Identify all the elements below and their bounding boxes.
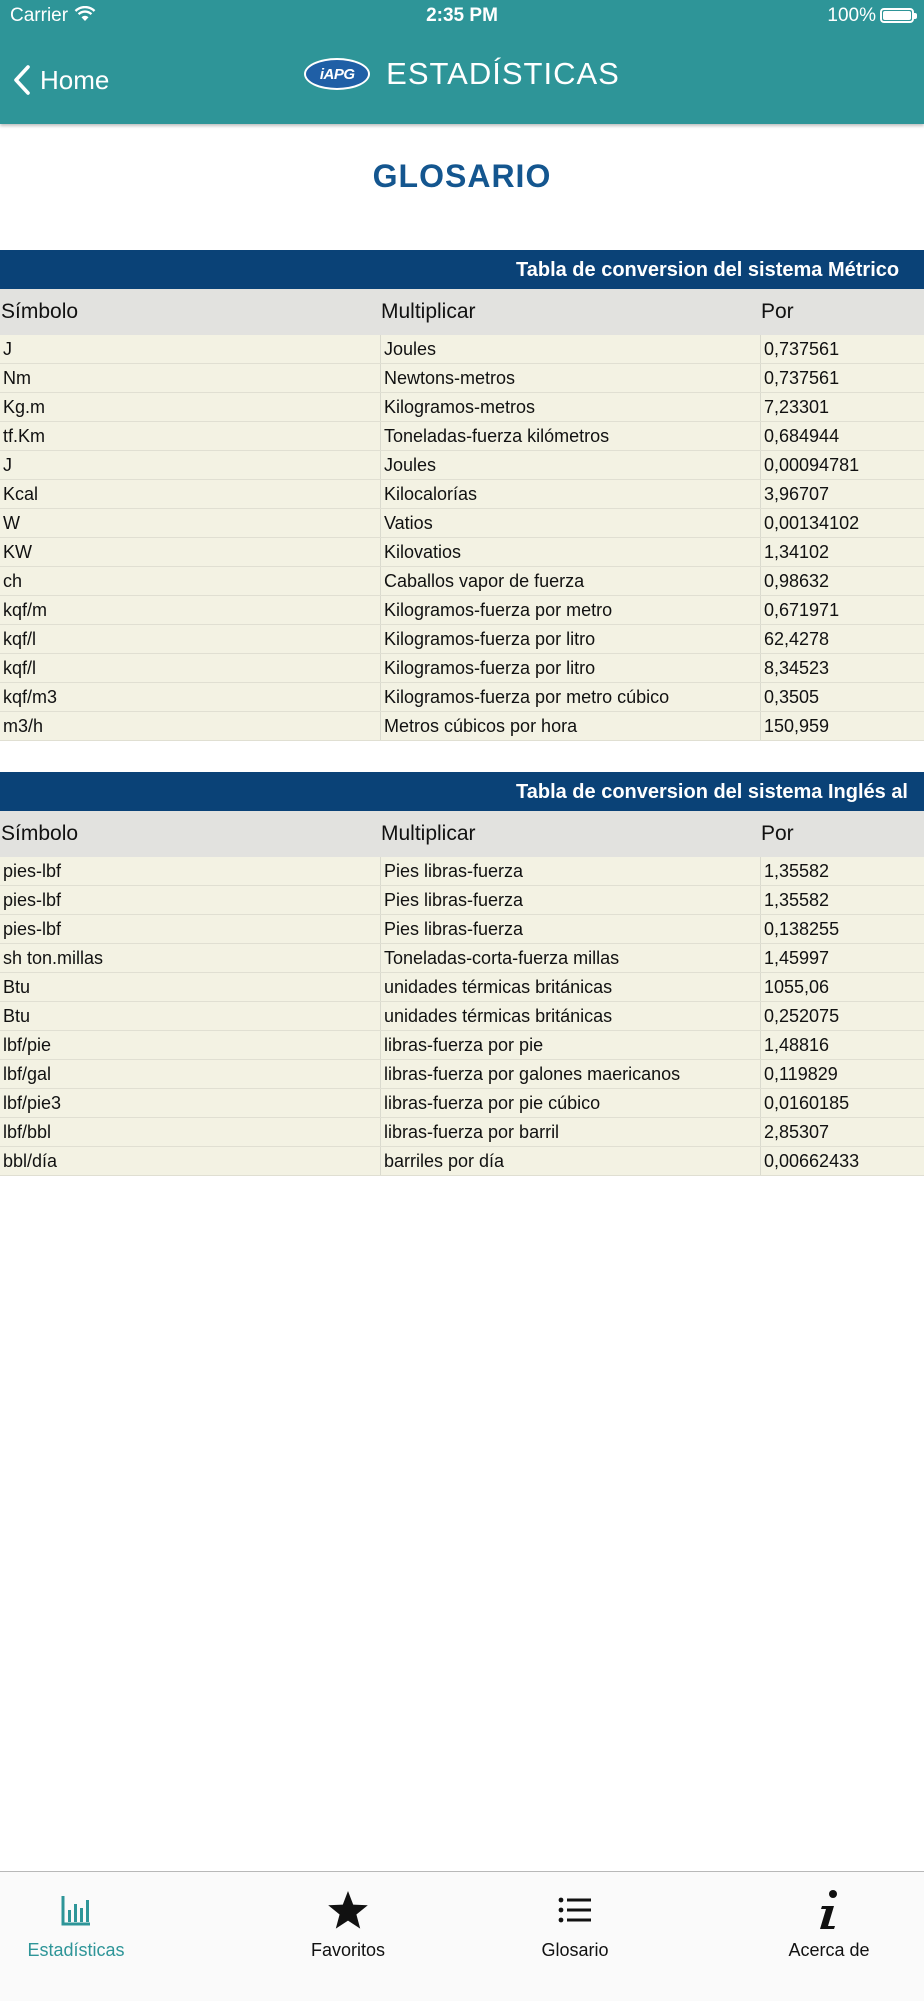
column-divider [380, 915, 381, 943]
cell-simbolo: lbf/pie3 [3, 1093, 62, 1113]
cell-multiplicar: Toneladas-fuerza kilómetros [384, 426, 610, 446]
table-body [0, 857, 924, 1176]
header-por: Por [761, 300, 794, 323]
cell-por: 0,737561 [764, 339, 840, 359]
cell-por: 0,00094781 [764, 455, 860, 475]
table-row [0, 422, 924, 451]
cell-simbolo: m3/h [3, 716, 44, 736]
cell-multiplicar: unidades térmicas británicas [384, 1006, 613, 1026]
table-body [0, 335, 924, 741]
cell-por: 150,959 [764, 716, 830, 736]
cell-por: 0,119829 [764, 1064, 838, 1084]
cell-por: 0,00134102 [764, 513, 860, 533]
cell-simbolo: lbf/bbl [3, 1122, 52, 1142]
tab-label: Estadísticas [27, 1940, 125, 1960]
cell-por: 0,671971 [764, 600, 840, 620]
table-header [0, 811, 924, 857]
cell-multiplicar: Vatios [384, 513, 433, 533]
cell-simbolo: sh ton.millas [3, 948, 104, 968]
column-divider [380, 886, 381, 914]
header-simbolo: Símbolo [1, 822, 79, 845]
column-divider [760, 567, 761, 595]
cell-multiplicar: Kilogramos-fuerza por metro cúbico [384, 687, 670, 707]
cell-por: 1,45997 [764, 948, 830, 968]
column-divider [380, 364, 381, 392]
cell-por: 8,34523 [764, 658, 830, 678]
cell-por: 0,0160185 [764, 1093, 850, 1113]
clock: 2:35 PM [426, 5, 498, 26]
nav-title-text: ESTADÍSTICAS [386, 56, 620, 91]
cell-simbolo: kqf/l [3, 629, 37, 649]
table-row [0, 596, 924, 625]
cell-simbolo: J [3, 455, 12, 475]
cell-multiplicar: Metros cúbicos por hora [384, 716, 578, 736]
cell-multiplicar: Joules [384, 455, 437, 475]
column-divider [760, 451, 761, 479]
cell-por: 0,138255 [764, 919, 840, 939]
cell-por: 0,252075 [764, 1006, 840, 1026]
cell-multiplicar: Newtons-metros [384, 368, 516, 388]
cell-simbolo: Btu [3, 977, 31, 997]
cell-simbolo: ch [3, 571, 23, 591]
cell-multiplicar: Pies libras-fuerza [384, 919, 524, 939]
bar-chart-icon [54, 1888, 98, 1932]
header-multiplicar: Multiplicar [381, 300, 476, 323]
top-bar [0, 0, 924, 124]
tab-glosario[interactable] [506, 1872, 644, 2001]
imperial-conversion-table [0, 772, 924, 1176]
column-divider [380, 567, 381, 595]
nav-title [0, 56, 924, 92]
cell-multiplicar: libras-fuerza por pie [384, 1035, 544, 1055]
column-divider [760, 973, 761, 1001]
column-divider [760, 596, 761, 624]
column-divider [380, 480, 381, 508]
table-row [0, 1118, 924, 1147]
list-icon [553, 1888, 597, 1932]
tab-acerca-de[interactable] [764, 1872, 894, 2001]
column-divider [380, 451, 381, 479]
cell-por: 1,35582 [764, 861, 830, 881]
cell-multiplicar: Kilogramos-fuerza por litro [384, 658, 596, 678]
column-divider [380, 1147, 381, 1175]
cell-simbolo: lbf/gal [3, 1064, 52, 1084]
column-divider [380, 1031, 381, 1059]
column-divider [380, 596, 381, 624]
tab-estadisticas[interactable] [0, 1872, 152, 2001]
cell-simbolo: kqf/m [3, 600, 48, 620]
cell-por: 1,34102 [764, 542, 830, 562]
cell-simbolo: Btu [3, 1006, 31, 1026]
header-por: Por [761, 822, 794, 845]
cell-por: 2,85307 [764, 1122, 830, 1142]
cell-multiplicar: libras-fuerza por galones maericanos [384, 1064, 681, 1084]
table-row [0, 393, 924, 422]
cell-multiplicar: Kilogramos-metros [384, 397, 536, 417]
column-divider [760, 1031, 761, 1059]
table-row [0, 944, 924, 973]
column-divider [760, 944, 761, 972]
tab-label: Acerca de [788, 1940, 870, 1960]
header-multiplicar: Multiplicar [381, 822, 476, 845]
header-simbolo: Símbolo [1, 300, 79, 323]
cell-simbolo: Kg.m [3, 397, 46, 417]
cell-simbolo: Nm [3, 368, 31, 388]
cell-simbolo: kqf/l [3, 658, 37, 678]
cell-multiplicar: Kilogramos-fuerza por metro [384, 600, 613, 620]
cell-multiplicar: Kilovatios [384, 542, 462, 562]
cell-simbolo: kqf/m3 [3, 687, 58, 707]
column-divider [760, 886, 761, 914]
cell-simbolo: KW [3, 542, 32, 562]
column-divider [760, 335, 761, 363]
cell-simbolo: W [3, 513, 20, 533]
column-divider [380, 973, 381, 1001]
column-divider [380, 712, 381, 740]
table-row [0, 683, 924, 712]
table-row [0, 335, 924, 364]
cell-multiplicar: libras-fuerza por barril [384, 1122, 560, 1142]
column-divider [380, 335, 381, 363]
table-row [0, 886, 924, 915]
tab-bar [0, 1871, 924, 2001]
column-divider [380, 538, 381, 566]
column-divider [380, 422, 381, 450]
back-label: Home [40, 64, 110, 95]
iapg-logo: iAPG [304, 58, 370, 90]
carrier-label: Carrier [10, 5, 69, 26]
column-divider [760, 393, 761, 421]
column-divider [760, 1118, 761, 1146]
cell-multiplicar: Kilogramos-fuerza por litro [384, 629, 596, 649]
table-row [0, 480, 924, 509]
cell-multiplicar: Caballos vapor de fuerza [384, 571, 585, 591]
cell-simbolo: Kcal [3, 484, 39, 504]
table-title: Tabla de conversion del sistema Métrico [0, 250, 924, 289]
column-divider [760, 538, 761, 566]
table-row [0, 538, 924, 567]
cell-simbolo: pies-lbf [3, 861, 62, 881]
cell-multiplicar: Toneladas-corta-fuerza millas [384, 948, 620, 968]
battery-icon [880, 8, 914, 23]
column-divider [760, 625, 761, 653]
table-row [0, 915, 924, 944]
column-divider [380, 654, 381, 682]
column-divider [760, 1147, 761, 1175]
table-row [0, 364, 924, 393]
column-divider [760, 1089, 761, 1117]
column-divider [760, 654, 761, 682]
cell-por: 0,00662433 [764, 1151, 860, 1171]
table-row [0, 451, 924, 480]
cell-multiplicar: barriles por día [384, 1151, 505, 1171]
column-divider [760, 1002, 761, 1030]
cell-por: 0,98632 [764, 571, 830, 591]
tab-favoritos[interactable] [278, 1872, 418, 2001]
page-title: GLOSARIO [372, 158, 552, 194]
star-icon [326, 1888, 370, 1932]
column-divider [760, 712, 761, 740]
cell-por: 1055,06 [764, 977, 830, 997]
tab-label: Glosario [541, 1940, 609, 1960]
cell-simbolo: pies-lbf [3, 890, 62, 910]
column-divider [760, 480, 761, 508]
cell-por: 1,48816 [764, 1035, 830, 1055]
cell-por: 3,96707 [764, 484, 830, 504]
cell-simbolo: pies-lbf [3, 919, 62, 939]
table-row [0, 712, 924, 741]
cell-por: 1,35582 [764, 890, 830, 910]
column-divider [760, 509, 761, 537]
column-divider [380, 393, 381, 421]
metric-conversion-table [0, 250, 924, 741]
table-row [0, 1060, 924, 1089]
cell-multiplicar: Pies libras-fuerza [384, 861, 524, 881]
table-header [0, 289, 924, 335]
column-divider [760, 422, 761, 450]
table-row [0, 973, 924, 1002]
status-bar [0, 0, 924, 30]
tab-label: Favoritos [310, 1940, 386, 1960]
column-divider [760, 915, 761, 943]
battery-percent: 100% [827, 5, 876, 26]
table-row [0, 654, 924, 683]
cell-multiplicar: Kilocalorías [384, 484, 478, 504]
cell-multiplicar: Joules [384, 339, 437, 359]
table-row [0, 1002, 924, 1031]
cell-multiplicar: Pies libras-fuerza [384, 890, 524, 910]
cell-por: 62,4278 [764, 629, 830, 649]
cell-multiplicar: libras-fuerza por pie cúbico [384, 1093, 601, 1113]
column-divider [380, 1089, 381, 1117]
table-row [0, 625, 924, 654]
column-divider [380, 944, 381, 972]
info-icon [807, 1888, 851, 1932]
table-row [0, 509, 924, 538]
cell-por: 7,23301 [764, 397, 830, 417]
table-row [0, 1089, 924, 1118]
column-divider [380, 857, 381, 885]
table-row [0, 1147, 924, 1176]
table-row [0, 857, 924, 886]
cell-por: 0,3505 [764, 687, 820, 707]
column-divider [380, 1060, 381, 1088]
column-divider [380, 625, 381, 653]
table-row [0, 1031, 924, 1060]
cell-simbolo: J [3, 339, 12, 359]
column-divider [760, 364, 761, 392]
column-divider [760, 857, 761, 885]
cell-multiplicar: unidades térmicas británicas [384, 977, 613, 997]
column-divider [380, 1002, 381, 1030]
cell-simbolo: lbf/pie [3, 1035, 52, 1055]
table-title: Tabla de conversion del sistema Inglés al [0, 772, 924, 811]
column-divider [380, 509, 381, 537]
table-row [0, 567, 924, 596]
column-divider [380, 683, 381, 711]
column-divider [760, 683, 761, 711]
column-divider [760, 1060, 761, 1088]
cell-por: 0,737561 [764, 368, 840, 388]
cell-simbolo: tf.Km [3, 426, 46, 446]
column-divider [380, 1118, 381, 1146]
cell-simbolo: bbl/día [3, 1151, 58, 1171]
cell-por: 0,684944 [764, 426, 840, 446]
